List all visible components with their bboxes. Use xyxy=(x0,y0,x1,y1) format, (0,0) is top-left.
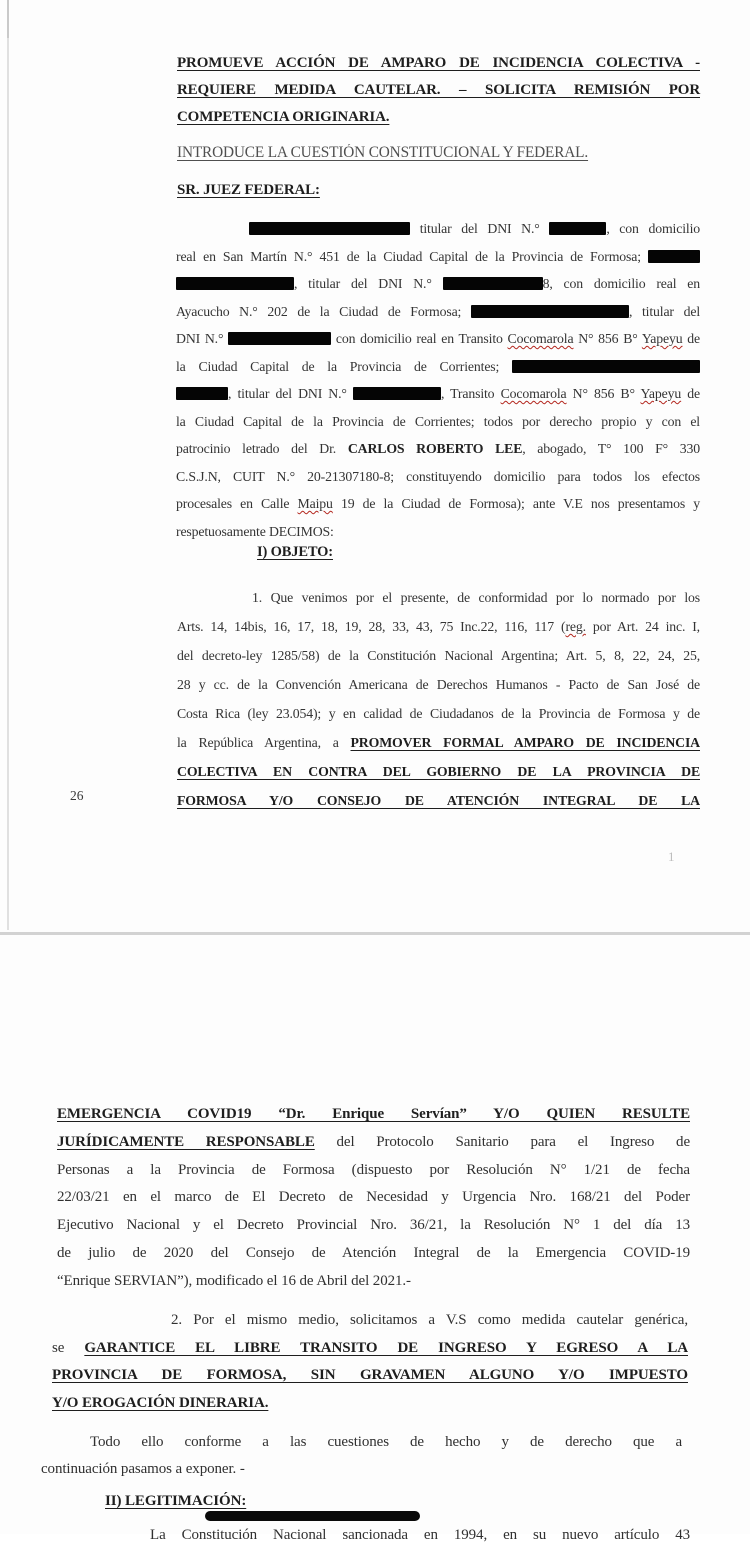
text-line xyxy=(57,1129,690,1157)
text-line xyxy=(177,670,700,699)
text-segment: REQUIERE MEDIDA CAUTELAR. – SOLICITA REMISIÓN POR xyxy=(177,82,700,98)
misspelled-word: Yapeyu xyxy=(640,386,682,401)
text-segment: de julio de 2020 del Consejo de Atención Integral de la Emergencia COVID-19 xyxy=(57,1244,690,1261)
text-segment: , titular del DNI N.° xyxy=(228,386,353,401)
text-segment: PROMOVER FORMAL AMPARO DE INCIDENCIA xyxy=(350,735,700,750)
defendant-paragraph xyxy=(57,1101,690,1296)
text-line xyxy=(177,641,700,670)
document-title xyxy=(177,50,700,131)
text-segment: continuación pasamos a exponer. - xyxy=(41,1460,245,1477)
text-segment: se xyxy=(52,1339,85,1356)
text-line xyxy=(52,1307,688,1335)
text-segment: CARLOS ROBERTO LEE xyxy=(347,441,523,456)
object-paragraph xyxy=(177,583,700,815)
parties-paragraph xyxy=(176,215,700,545)
text-segment: 28 y cc. de la Convención Americana de Derechos Humanos - Pacto de San José de xyxy=(177,677,700,692)
text-line xyxy=(176,353,700,381)
text-line xyxy=(176,270,700,298)
text-segment: COLECTIVA EN CONTRA DEL GOBIERNO DE LA PROVINCIA DE xyxy=(177,764,700,779)
text-segment: C.S.J.N, CUIT N.° 20-21307180-8; constituyendo domicilio para todos los efectos xyxy=(176,468,700,484)
judge-salutation xyxy=(177,182,700,199)
text-line xyxy=(177,104,700,131)
text-segment: DNI N.° xyxy=(176,331,229,346)
redaction-bar xyxy=(512,360,700,373)
redaction-bar xyxy=(228,332,331,345)
clipped-bottom-line xyxy=(150,1527,690,1544)
text-segment: GARANTICE EL LIBRE TRANSITO DE INGRESO Y EGRESO A LA xyxy=(84,1339,688,1356)
text-line xyxy=(176,380,700,408)
text-segment: con domicilio real en Transito xyxy=(331,331,508,346)
text-line xyxy=(105,1493,405,1510)
text-segment: Todo ello conforme a las cuestiones de hecho y de derecho que a xyxy=(90,1434,682,1450)
text-segment: la Ciudad Capital de la Provincia de Corrientes; xyxy=(176,358,512,374)
text-line xyxy=(177,583,700,612)
scan-edge-artifact-dark xyxy=(7,0,9,38)
precautionary-measure-paragraph xyxy=(52,1307,688,1418)
text-line xyxy=(176,408,700,436)
text-line xyxy=(176,215,700,243)
text-segment: , abogado, T° 100 F° 330 xyxy=(522,441,700,456)
page-number: 1 xyxy=(668,849,675,864)
text-segment: EMERGENCIA COVID19 “Dr. Enrique Servían” Y/O QUIEN RESULTE xyxy=(57,1106,690,1122)
redaction-bar xyxy=(443,277,543,290)
text-line xyxy=(52,1335,688,1363)
redaction-bar xyxy=(249,222,410,235)
text-line xyxy=(176,435,700,463)
text-segment: N° 856 B° xyxy=(573,331,642,346)
text-segment: 2. Por el mismo medio, solicitamos a V.S como medida cautelar genérica, xyxy=(171,1312,688,1328)
text-line xyxy=(57,1101,690,1129)
redaction-bar xyxy=(549,222,606,235)
text-line xyxy=(177,612,700,641)
text-line xyxy=(150,1527,690,1544)
text-segment: la Ciudad Capital de la Provincia de Corrientes; todos por derecho propio y con el xyxy=(176,413,700,429)
text-segment: SR. JUEZ FEDERAL: xyxy=(177,182,320,198)
text-segment: 19 de la Ciudad de Formosa); ante V.E nos presentamos y xyxy=(332,496,700,511)
misspelled-word: Maipu xyxy=(297,496,333,511)
text-segment: I) OBJETO: xyxy=(257,544,333,560)
text-segment: del decreto-ley 1285/58) de la Constitución Nacional Argentina; Art. 5, 8, 22, 24, 25, xyxy=(177,648,700,663)
text-segment: Personas a la Provincia de Formosa (dispuesto por Resolución N° 1/21 de fecha xyxy=(57,1161,690,1178)
text-segment: JURÍDICAMENTE RESPONSABLE xyxy=(57,1133,315,1150)
redaction-bar xyxy=(176,277,294,290)
text-line xyxy=(176,243,700,271)
text-line xyxy=(176,298,700,326)
text-segment: 1. Que venimos por el presente, de conformidad por lo normado por los xyxy=(252,590,700,605)
text-line xyxy=(177,699,700,728)
text-segment: PROMUEVE ACCIÓN DE AMPARO DE INCIDENCIA COLECTIVA - xyxy=(177,55,700,71)
text-segment: , Transito xyxy=(440,386,501,401)
text-segment: por Art. 24 inc. I, xyxy=(585,619,700,634)
text-segment: PROVINCIA DE FORMOSA, SIN GRAVAMEN ALGUNO Y/O IMPUESTO xyxy=(52,1367,688,1384)
text-line xyxy=(57,1212,690,1240)
section-heading-legitimacion xyxy=(105,1493,405,1510)
text-line xyxy=(257,544,523,561)
final-redaction-bar xyxy=(205,1511,420,1521)
text-line xyxy=(52,1362,688,1390)
text-segment: , titular del DNI N.° xyxy=(294,276,443,291)
text-line xyxy=(176,518,700,546)
text-line xyxy=(177,144,700,162)
margin-line-number: 26 xyxy=(70,788,84,803)
text-segment: Arts. 14, 14bis, 16, 17, 18, 19, 28, 33, 43, 75 Inc.22, 116, 117 ( xyxy=(177,619,566,634)
text-line xyxy=(177,77,700,104)
misspelled-word: Yapeyu xyxy=(641,331,683,346)
redaction-bar xyxy=(353,387,441,400)
text-segment: Ayacucho N.° 202 de la Ciudad de Formosa; xyxy=(176,303,471,319)
text-segment: , con domicilio xyxy=(606,221,700,236)
text-line xyxy=(177,728,700,757)
text-line xyxy=(176,463,700,491)
redaction-bar xyxy=(471,305,629,318)
text-segment: La Constitución Nacional sancionada en 1994, en su nuevo artículo 43 xyxy=(150,1527,690,1543)
text-line xyxy=(177,50,700,77)
text-line xyxy=(177,182,700,199)
text-line xyxy=(176,325,700,353)
text-line xyxy=(57,1157,690,1185)
text-segment: Y/O EROGACIÓN DINERARIA. xyxy=(52,1395,269,1412)
closing-paragraph xyxy=(41,1429,682,1482)
text-segment: respetuosamente DECIMOS: xyxy=(176,523,334,539)
text-line xyxy=(57,1268,690,1296)
text-segment: FORMOSA Y/O CONSEJO DE ATENCIÓN INTEGRAL DE LA xyxy=(177,793,700,808)
text-segment: titular del DNI N.° xyxy=(410,221,550,236)
redaction-bar xyxy=(648,250,700,263)
text-segment: 22/03/21 en el marco de El Decreto de Necesidad y Urgencia Nro. 168/21 del Poder xyxy=(57,1189,690,1206)
text-segment: la República Argentina, a xyxy=(177,735,351,750)
text-line xyxy=(41,1456,682,1483)
text-segment: procesales en Calle xyxy=(176,496,298,511)
text-segment: de xyxy=(682,331,701,346)
text-segment: COMPETENCIA ORIGINARIA. xyxy=(177,109,390,125)
text-line xyxy=(52,1390,688,1418)
text-segment: “Enrique SERVIAN”), modificado el 16 de Abril del 2021.- xyxy=(57,1272,411,1289)
text-line xyxy=(41,1429,682,1456)
text-segment: de xyxy=(681,386,701,401)
text-line xyxy=(176,490,700,518)
text-segment: , titular del xyxy=(628,303,701,319)
redaction-bar xyxy=(176,387,228,400)
text-segment: del Protocolo Sanitario para el Ingreso de xyxy=(314,1133,690,1150)
text-segment: Costa Rica (ley 23.054); y en calidad de Ciudadanos de la Provincia de Formosa y de xyxy=(177,706,700,721)
text-segment: N° 856 B° xyxy=(566,386,641,401)
text-line xyxy=(177,757,700,786)
text-segment: 8, con domicilio real en xyxy=(542,276,701,291)
text-segment: patrocinio letrado del Dr. xyxy=(176,441,348,456)
section-heading-objeto xyxy=(257,544,523,561)
text-segment: real en San Martín N.° 451 de la Ciudad Capital de la Provincia de Formosa; xyxy=(176,248,648,264)
text-line xyxy=(57,1240,690,1268)
text-line xyxy=(57,1184,690,1212)
text-segment: INTRODUCE LA CUESTIÓN CONSTITUCIONAL Y FEDERAL. xyxy=(177,144,589,161)
scan-edge-artifact xyxy=(7,0,9,930)
text-segment: Ejecutivo Nacional y el Decreto Provincial Nro. 36/21, la Resolución N° 1 del día 13 xyxy=(57,1217,690,1234)
constitutional-question-subtitle xyxy=(177,144,700,162)
misspelled-word: Cocomarola xyxy=(507,331,574,346)
misspelled-word: Cocomarola xyxy=(500,386,567,401)
text-segment: II) LEGITIMACIÓN: xyxy=(105,1493,247,1509)
misspelled-word: reg. xyxy=(565,619,586,634)
text-line xyxy=(177,786,700,815)
